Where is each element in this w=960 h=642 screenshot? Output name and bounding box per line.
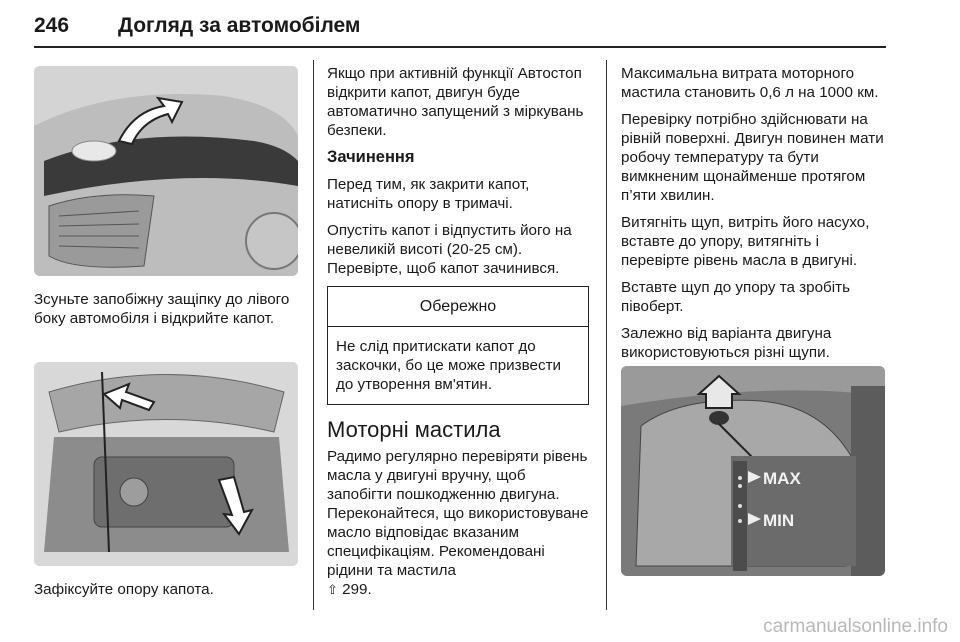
page-title: Догляд за автомобілем (118, 14, 361, 37)
warning-title: Обережно (328, 287, 588, 327)
closing-paragraph-2: Опустіть капот і відпустить його на невеликій висоті (20-25 см). Перевірте, щоб капот зачинився. (327, 222, 572, 277)
page-ref-icon: ⇧ (327, 583, 338, 598)
min-label: MIN (763, 511, 795, 530)
page-header (34, 14, 886, 46)
car-front-illustration (34, 66, 298, 276)
page-ref-number: 299. (342, 581, 372, 598)
column-divider (606, 60, 607, 610)
hood-release-figure (34, 66, 298, 276)
header-rule (34, 46, 886, 48)
column-divider (313, 60, 314, 610)
engine-oil-heading: Моторні мастила (327, 417, 501, 442)
oil-consumption-paragraph: Максимальна витрата моторного мастила становить 0,6 л на 1000 км. (621, 65, 879, 101)
watermark: carmanualsonline.info (763, 616, 948, 637)
closing-heading: Зачинення (327, 148, 415, 166)
dipstick-variants-paragraph: Залежно від варіанта двигуна використовуються різні щупи. (621, 325, 832, 361)
engine-oil-paragraph: Радимо регулярно перевіряти рівень масла у двигуні вручну, щоб запобігти пошкодженню двигуна. Переконайтеся, що використовуване масло відповідає вказаним специфікаціям. Рекомендовані рідини та мастила ⇧ 299. (327, 448, 589, 598)
column-3-text (621, 64, 889, 370)
caption-open-hood: Зсуньте запобіжну защіпку до лівого боку автомобіля і відкрийте капот. (34, 291, 290, 327)
column-2-text (327, 64, 589, 600)
hood-prop-figure (34, 362, 298, 566)
caption-prop-hood: Зафіксуйте опору капота. (34, 581, 214, 598)
warning-text: Не слід притискати капот до заскочки, бо це може призвести до утворення вм'ятин. (336, 338, 562, 393)
autostop-paragraph: Якщо при активній функції Автостоп відкрити капот, двигун буде автоматично запущений з міркувань безпеки. (327, 65, 584, 139)
page-number: 246 (34, 14, 70, 37)
insert-dipstick-paragraph: Вставте щуп до упору та зробіть півоберт. (621, 279, 850, 315)
warning-box (327, 286, 589, 405)
dipstick-instructions-paragraph: Витягніть щуп, витріть його насухо, вставте до упору, витягніть і перевірте рівень масла в двигуні. (621, 214, 870, 269)
engine-dipstick-illustration (621, 366, 885, 576)
column-1-text-2 (34, 580, 300, 607)
engine-bay-illustration (34, 362, 298, 566)
column-1-text (34, 290, 300, 336)
closing-paragraph-1: Перед тим, як закрити капот, натисніть опору в тримачі. (327, 176, 530, 212)
dipstick-figure (621, 366, 885, 576)
check-conditions-paragraph: Перевірку потрібно здійснювати на рівній поверхні. Двигун повинен мати робочу температуру та бути вимкненим щонайменше протягом п’яти хвилин. (621, 111, 884, 204)
max-label: MAX (763, 469, 801, 488)
